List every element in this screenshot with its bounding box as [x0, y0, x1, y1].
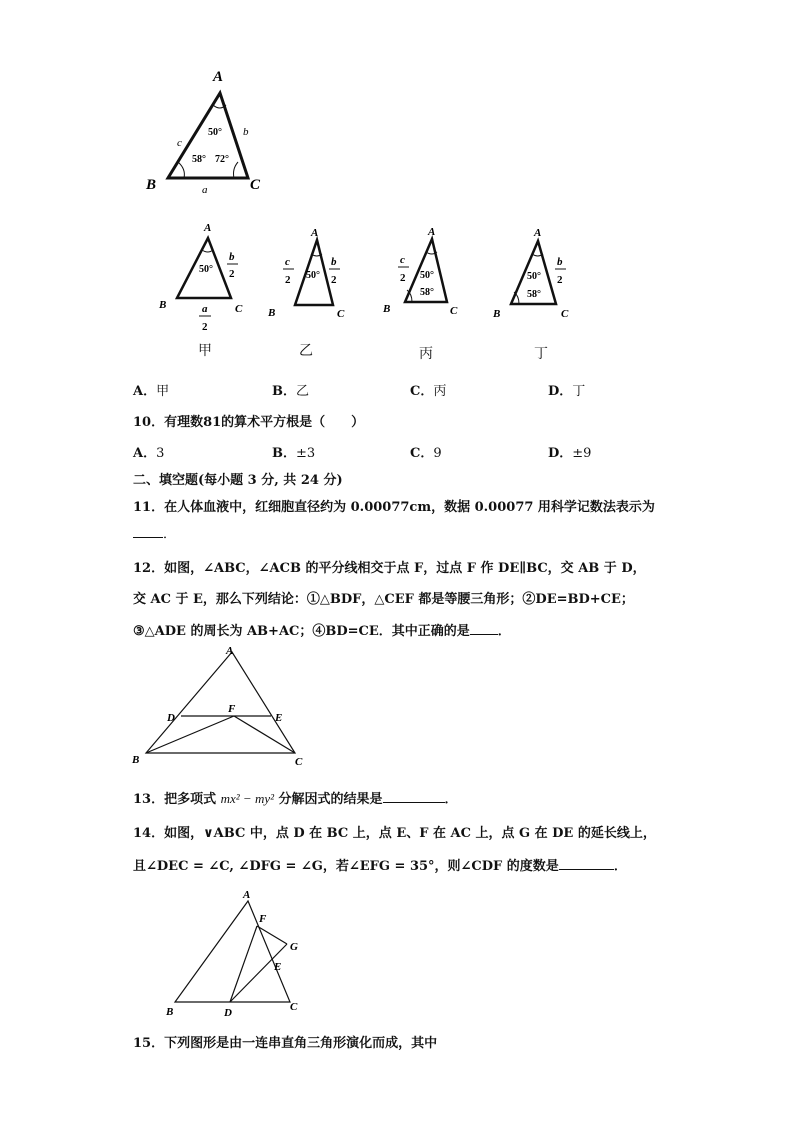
svg-text:50°: 50° [306, 270, 320, 281]
svg-text:B: B [268, 307, 276, 319]
side-a: a [202, 184, 208, 196]
svg-text:C: C [295, 756, 303, 768]
svg-text:B: B [166, 1006, 174, 1018]
q12-line1: 12．如图，∠ABC，∠ACB 的平分线相交于点 F，过点 F 作 DE∥BC，交 AB 于 D， [133, 561, 646, 576]
q14-line1: 14．如图，∨ABC 中，点 D 在 BC 上，点 E、F 在 AC 上，点 G 在 DE 的延长线上， [133, 826, 656, 841]
q10-option-d[interactable]: D．±9 [548, 446, 592, 461]
fig-name-ding: 丁 [534, 346, 548, 362]
q11-line1: 11．在人体血液中，红细胞直径约为 0.00077cm，数据 0.00077 用科学记数法表示为 [133, 500, 655, 515]
svg-text:D: D [167, 712, 175, 724]
svg-text:2: 2 [400, 272, 406, 284]
svg-text:C: C [290, 1001, 298, 1013]
angle-a-value: 50° [208, 127, 222, 138]
svg-text:B: B [383, 303, 391, 315]
q12-answer-blank[interactable] [470, 622, 498, 635]
q14-line2: 且∠DEC = ∠C, ∠DFG = ∠G，若∠EFG = 35°，则∠CDF 的度数是 ． [133, 859, 627, 874]
svg-text:C: C [235, 303, 243, 315]
q10-option-a[interactable]: A．3 [133, 446, 165, 461]
svg-text:2: 2 [285, 274, 291, 286]
q12-line2: 交 AC 于 E，那么下列结论：①△BDF，△CEF 都是等腰三角形；②DE=BD+CE； [133, 592, 634, 607]
svg-text:C: C [337, 308, 345, 320]
svg-text:C: C [561, 308, 569, 320]
svg-text:50°: 50° [420, 270, 434, 281]
svg-text:E: E [274, 961, 282, 973]
svg-text:58°: 58° [527, 289, 541, 300]
vertex-b: B [146, 177, 157, 193]
svg-text:F: F [228, 703, 236, 715]
q10-stem: 10．有理数81的算术平方根是（ ） [133, 415, 365, 430]
angle-b-value: 58° [192, 154, 206, 165]
svg-text:F: F [259, 913, 267, 925]
angle-arc-c [234, 162, 239, 178]
svg-text:2: 2 [202, 321, 208, 333]
svg-text:2: 2 [331, 274, 337, 286]
small-triangle-jia [155, 220, 250, 340]
svg-text:b: b [557, 256, 563, 268]
small-triangle-bing [380, 222, 475, 322]
fig-name-bing: 丙 [419, 346, 433, 362]
small-triangle-ding [490, 222, 585, 327]
q11-answer-blank[interactable] [133, 525, 163, 538]
svg-text:A: A [243, 889, 251, 901]
svg-text:50°: 50° [199, 264, 213, 275]
q13-line: 13．把多项式 mx² − my² 分解因式的结果是 ． [133, 791, 458, 807]
svg-text:50°: 50° [527, 271, 541, 282]
q12-figure [130, 643, 310, 768]
section-heading: 二、填空题(每小题 3 分, 共 24 分) [133, 473, 343, 488]
main-triangle-figure [140, 65, 280, 200]
q13-polynomial: mx² − my² [220, 791, 275, 806]
side-c: c [177, 137, 182, 149]
q12-line3: ③△ADE 的周长为 AB+AC；④BD=CE．其中正确的是 ． [133, 624, 511, 639]
side-b: b [243, 126, 249, 138]
svg-text:2: 2 [557, 274, 563, 286]
svg-text:A: A [534, 227, 542, 239]
q9-option-c[interactable]: C．丙 [410, 384, 447, 399]
small-triangle-yi [265, 222, 360, 322]
svg-text:b: b [229, 251, 235, 263]
q9-option-d[interactable]: D．丁 [548, 384, 586, 399]
fig-name-jia: 甲 [198, 343, 212, 359]
svg-text:C: C [450, 305, 458, 317]
q14-figure [160, 884, 320, 1024]
svg-text:E: E [275, 712, 283, 724]
q15-line1: 15．下列图形是由一连串直角三角形演化而成，其中 [133, 1036, 438, 1051]
svg-text:b: b [331, 256, 337, 268]
svg-text:2: 2 [229, 268, 235, 280]
vertex-a: A [213, 69, 224, 85]
svg-text:c: c [285, 256, 290, 268]
svg-text:A: A [204, 222, 212, 234]
q14-answer-blank[interactable] [559, 857, 614, 870]
vertex-c: C [250, 177, 261, 193]
q10-option-c[interactable]: C．9 [410, 446, 442, 461]
q10-option-b[interactable]: B．±3 [272, 446, 316, 461]
svg-text:58°: 58° [420, 287, 434, 298]
angle-c-value: 72° [215, 154, 229, 165]
svg-text:A: A [311, 227, 319, 239]
svg-text:G: G [290, 941, 298, 953]
svg-text:A: A [226, 645, 234, 657]
svg-text:B: B [159, 299, 167, 311]
svg-text:c: c [400, 254, 405, 266]
q13-answer-blank[interactable] [383, 790, 445, 803]
q9-option-a[interactable]: A．甲 [133, 384, 170, 399]
svg-text:B: B [132, 754, 140, 766]
fig-name-yi: 乙 [299, 343, 313, 359]
angle-arc-b [178, 162, 184, 178]
svg-text:D: D [224, 1007, 232, 1019]
q11-line2: ． [133, 523, 176, 542]
svg-text:a: a [202, 303, 208, 315]
q9-option-b[interactable]: B．乙 [272, 384, 310, 399]
svg-text:B: B [493, 308, 501, 320]
svg-text:A: A [428, 226, 436, 238]
